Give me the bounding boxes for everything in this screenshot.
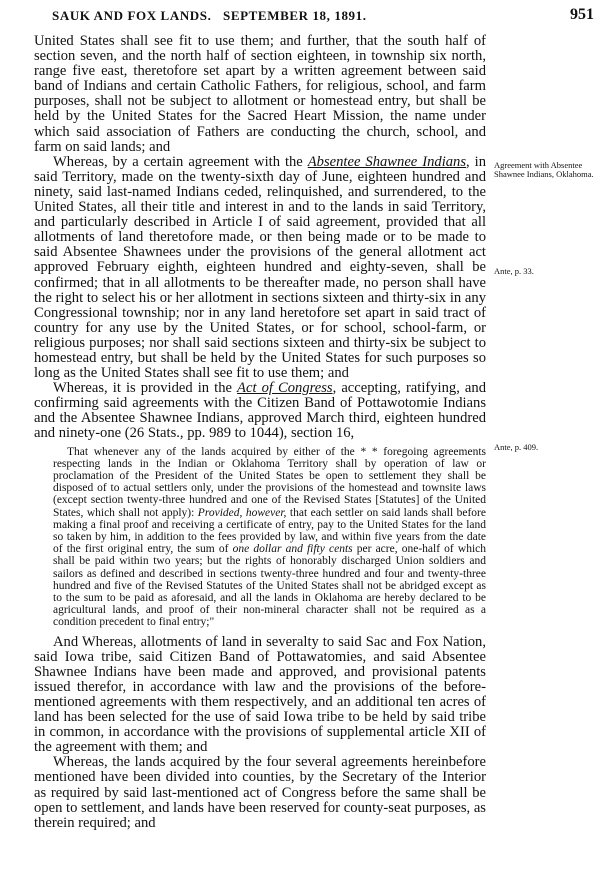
page-header	[52, 6, 594, 28]
page-number: 951	[570, 6, 594, 23]
margin-note-ante-33: Ante, p. 33.	[494, 266, 534, 276]
quote-part: That whenever any of the lands acquired by either of the * * foregoing agreements respecting lands in the Indian or Oklahoma Territory shall by operation of law or proclamation of the President of the United States be open to settlement they shall be disposed of to actual settlers only, under the provisions of the homestead and townsite laws (except section twenty-three hundred and one of the Revised States [Statutes] of the United States, which shall not apply):	[53, 445, 486, 519]
paragraph-act-of-congress	[34, 381, 486, 441]
quote-part: that each settler on said lands shall before making a final proof and receiving a certificate of entry, pay to the United States for the land so taken by him, in addition to the fees provided by law, and within five years from the date of the first original entry, the sum of	[53, 506, 486, 556]
paragraph-rest: , accepting, ratifying, and confirming said agreements with the Citizen Band of Pottawotomie Indians and the Absentee Shawnee Indians, approved March third, eighteen hundred and ninety-one (26 Stats., pp. 989 to 1044), section 16,	[34, 380, 486, 442]
paragraph-continuation: United States shall see fit to use them; and further, that the south half of section seven, and the north half of section eighteen, in township six north, range five east, theretofore set apart by a written agreement between said band of Indians and certain Catholic Fathers, for religious, school, and farm purposes, shall not be subject to allotment or homestead entry, but shall be held by the United States for the Sacred Heart Mission, the name under which said association of Fathers are conducting the church, school, and farm on said lands; and	[34, 33, 486, 155]
margin-note-ante-409: Ante, p. 409.	[494, 442, 539, 452]
paragraph-counties: Whereas, the lands acquired by the four several agreements hereinbefore mentioned have been divided into counties, by the Secretary of the Interior as required by said last-mentioned act of Congress before the same shall be open to settlement, and lands have been reserved for county-seat purposes, as therein required; and	[34, 754, 486, 831]
running-title: SAUK AND FOX LANDS. SEPTEMBER 18, 1891.	[52, 8, 367, 23]
quote-part: per acre, one-half of which shall be paid within two years; but the rights of honorably discharged Union soldiers and sailors as defined and described in sections twenty-three hundred and four and twenty-three hundred and five of the Revised Statutes of the United States shall not be abridged except as to the sum to be paid as aforesaid, and all the lands in Oklahoma are hereby declared to be agricultural lands, and proof of their non-mineral character shall not be required as a condition precedent to final entry;"	[53, 543, 486, 629]
paragraph-allotments: And Whereas, allotments of land in severalty to said Sac and Fox Nation, said Iowa tribe, said Citizen Band of Pottawatomies, and said Absentee Shawnee Indians have been made and approved, and provisional patents issued therefor, in accordance with law and the provisions of the before-mentioned agreements with them respectively, and an additional ten acres of land has been selected for the use of said Iowa tribe to be held by said tribe in common, in accordance with the provisions of supplemental article XII of the agreement with them; and	[34, 633, 486, 756]
quoted-section-16	[34, 446, 486, 629]
amount-emphasis: one dollar and fifty cents	[232, 543, 353, 556]
paragraph-rest: , in said Territory, made on the twenty-sixth day of June, eighteen hundred and ninety, said last-named Indians ceded, relinquished, and surrendered, to the United States, all their title and interest in and to the lands in said Territory, and particularly described in Article I of said agreement, provided that all allotments of land theretofore made, or then being made or to be made to said Absentee Shawnees under the provisions of the general allotment act approved February eighth, eighteen hundred and eighty-seven, shall be confirmed; that in all allotments to be thereafter made, no person shall have the right to select his or her allotment in sections sixteen and thirty-six in any Congressional township; nor in any land heretofore set apart in said tract of country for any use by the United States, or for school, school-farm, or religious purposes; nor shall said sections sixteen and thirty-six be subject to homestead entry, but shall be held by the United States for such purposes so long as the United States shall see fit to use them; and	[34, 153, 486, 382]
paragraph-absentee-shawnee-agreement	[34, 155, 486, 381]
paragraph-lead: Whereas, it is provided in the	[53, 380, 238, 397]
proviso-emphasis: Provided, however,	[197, 506, 287, 519]
paragraph-lead: Whereas, by a certain agreement with the	[53, 153, 308, 170]
act-name-emphasis: Act of Congress	[237, 380, 333, 397]
quoted-text	[53, 446, 486, 629]
tribe-name-emphasis: Absentee Shawnee Indians	[307, 153, 467, 170]
margin-note-agreement: Agreement with Absentee Shawnee Indians, Oklahoma.	[494, 160, 594, 179]
body-text	[34, 34, 486, 831]
